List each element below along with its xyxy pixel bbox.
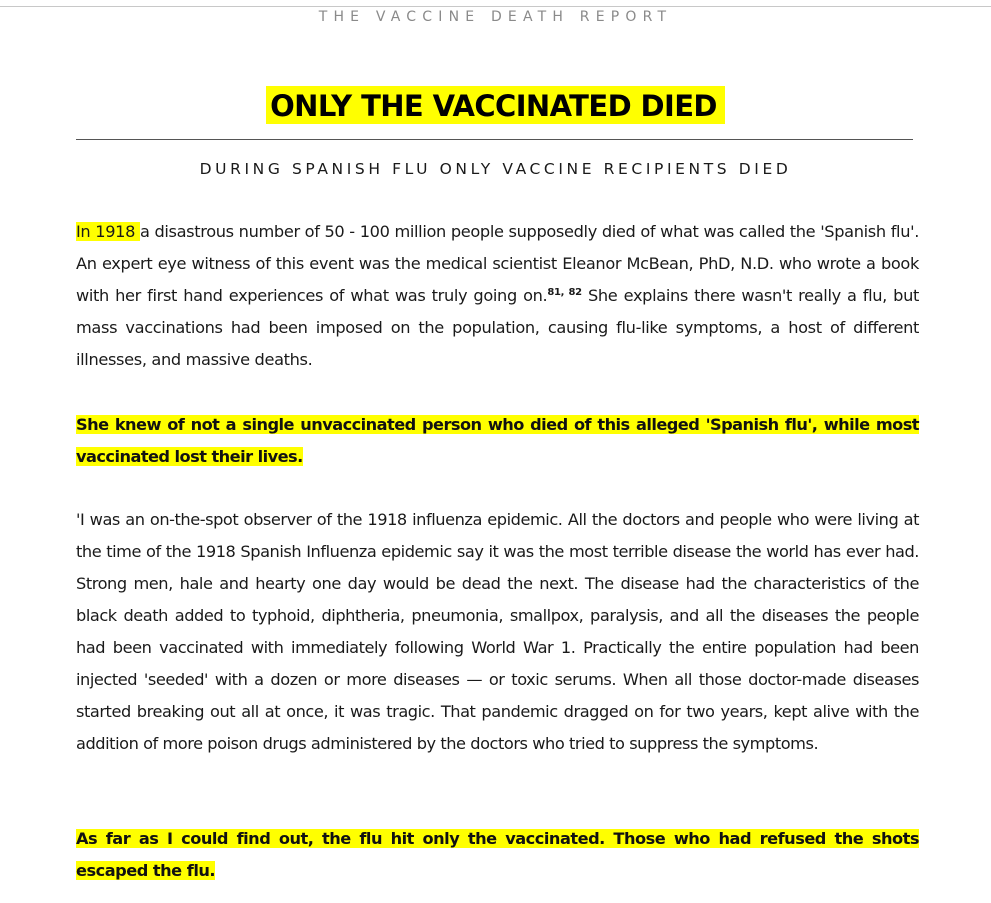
intro-text: a disastrous number of 50 - 100 million people supposedly died of what was called the 'Spanish flu'. An expert eye witness of this event was the medical scientist Eleanor McBean, PhD, N.D. who wrote a book with her first hand experiences of what was truly going on. (76, 222, 919, 305)
highlighted-statement-1 (76, 409, 919, 473)
intro-text-continued: She explains there wasn't really a flu, but mass vaccinations had been imposed on the population, causing flu-like symptoms, a host of different illnesses, and massive deaths. (76, 286, 920, 369)
highlight-text-1: She knew of not a single unvaccinated person who died of this alleged 'Spanish flu', while most vaccinated lost their lives. (76, 415, 919, 466)
page-top-border (0, 0, 991, 7)
article-subtitle: DURING SPANISH FLU ONLY VACCINE RECIPIENTS DIED (199, 160, 792, 178)
highlight-text-2: As far as I could find out, the flu hit only the vaccinated. Those who had refused the shots escaped the flu. (76, 829, 919, 880)
highlighted-statement-2 (76, 823, 919, 887)
highlighted-lead: In 1918 (76, 222, 140, 241)
intro-paragraph (76, 216, 919, 376)
title-divider (76, 139, 913, 140)
footnote-references: 81, 82 (547, 287, 582, 298)
title-container (0, 86, 991, 124)
running-header: THE VACCINE DEATH REPORT (318, 9, 673, 25)
article-title: ONLY THE VACCINATED DIED (266, 86, 725, 124)
quote-paragraph: 'I was an on-the-spot observer of the 1918 influenza epidemic. All the doctors and people who were living at the time of the 1918 Spanish Influenza epidemic say it was the most terrible disease the world has ever had. Strong men, hale and hearty one day would be dead the next. The disease had the characteristics of the black death added to typhoid, diphtheria, pneumonia, smallpox, paralysis, and all the diseases the people had been vaccinated with immediately following World War 1. Practically the entire population had been injected 'seeded' with a dozen or more diseases — or toxic serums. When all those doctor-made diseases started breaking out all at once, it was tragic. That pandemic dragged on for two years, kept alive with the addition of more poison drugs administered by the doctors who tried to suppress the symptoms. (76, 510, 919, 753)
